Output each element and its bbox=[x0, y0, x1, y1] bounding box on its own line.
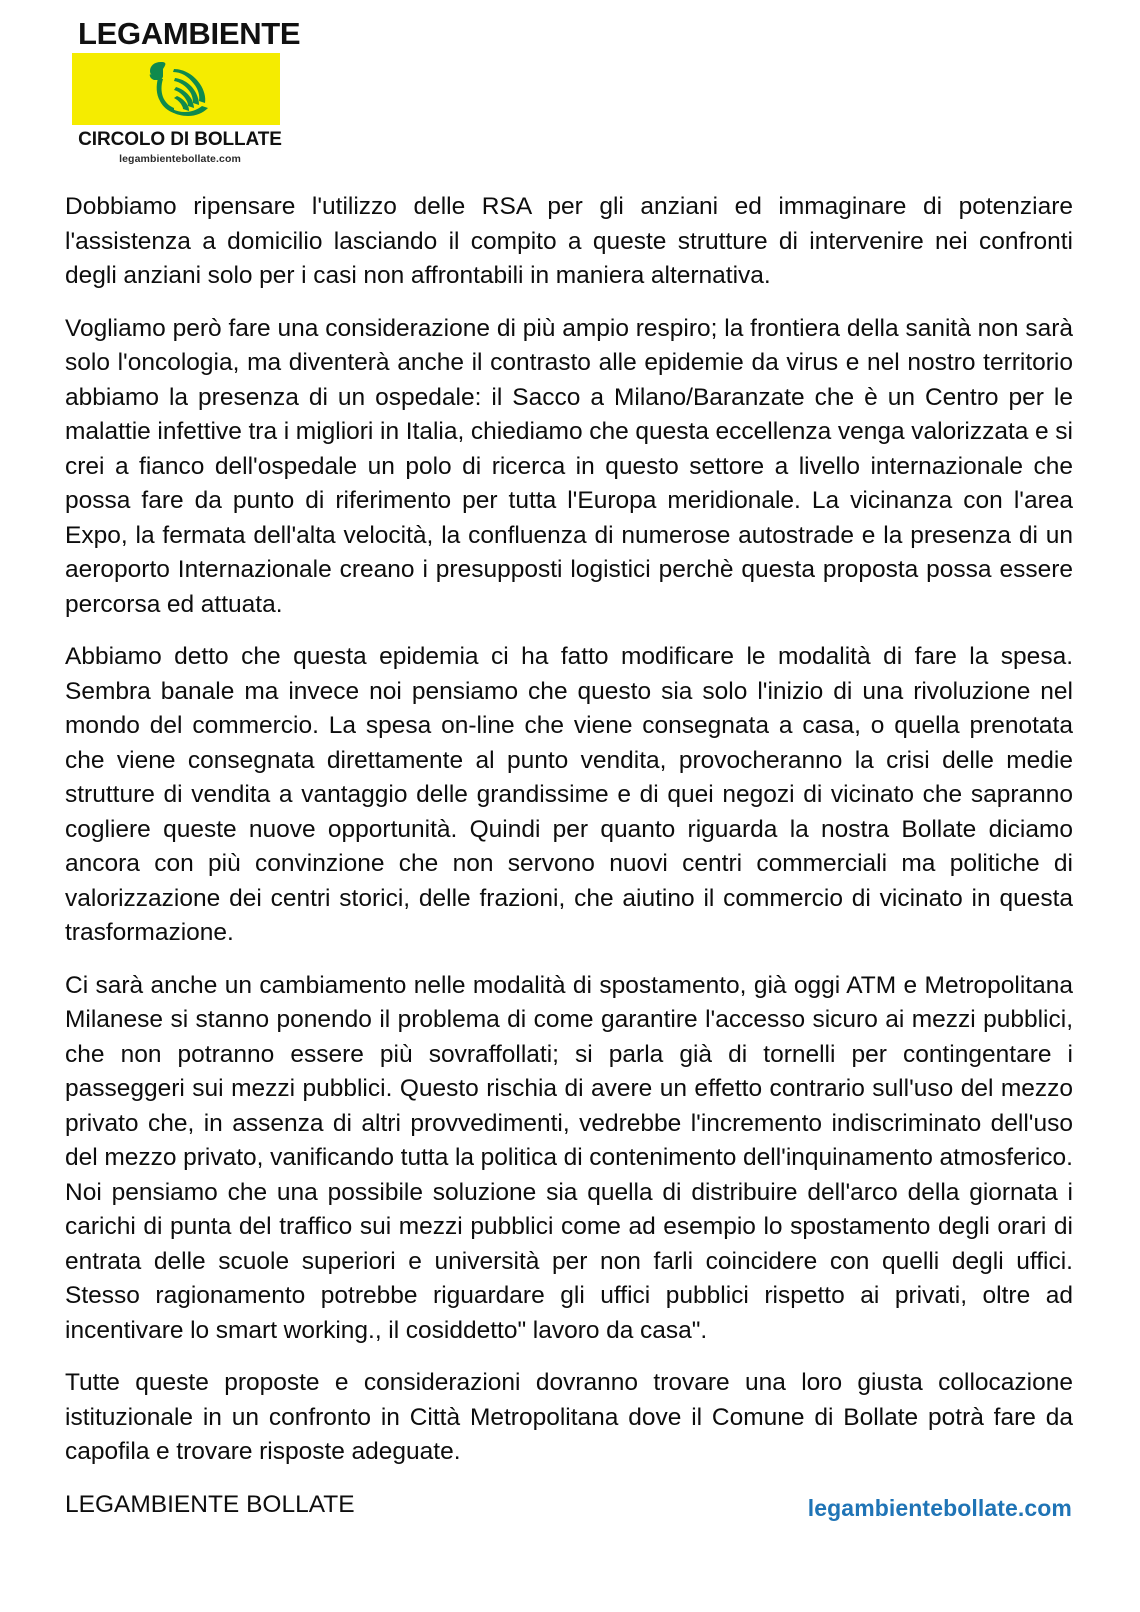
logo-badge bbox=[72, 53, 280, 125]
document-body bbox=[65, 190, 1073, 1522]
letterhead bbox=[72, 16, 301, 165]
paragraph: Ci sarà anche un cambiamento nelle modalità di spostamento, già oggi ATM e Metropolitana Milanese si stanno ponendo il problema di come garantire l'accesso sicuro ai mezzi pubblici, che non potranno essere più sovraffollati; si parla già di tornelli per contingentare i passeggeri sui mezzi pubblici. Questo rischia di avere un effetto contrario sull'uso del mezzo privato che, in assenza di altri provvedimenti, vedrebbe l'incremento indiscriminato dell'uso del mezzo privato, vanificando tutta la politica di contenimento dell'inquinamento atmosferico. Noi pensiamo che una possibile soluzione sia quella di distribuire dell'arco della giornata i carichi di punta del traffico sui mezzi pubblici come ad esempio lo spostamento degli orari di entrata delle scuole superiori e università per non farli coincidere con quelli degli uffici. Stesso ragionamento potrebbe riguardare gli uffici pubblici rispetto ai privati, oltre ad incentivare lo smart working., il cosiddetto" lavoro da casa". bbox=[65, 971, 1073, 1344]
chapter-name: CIRCOLO DI BOLLATE bbox=[78, 129, 282, 150]
letterhead-website: legambientebollate.com bbox=[119, 153, 241, 165]
brand-wordmark: LEGAMBIENTE bbox=[78, 16, 301, 51]
paragraph: Tutte queste proposte e considerazioni dovranno trovare una loro giusta collocazione istituzionale in un confronto in Città Metropolitana dove il Comune di Bollate potrà fare da capofila e trovare risposte adeguate. bbox=[65, 1369, 1073, 1465]
paragraph: Dobbiamo ripensare l'utilizzo delle RSA per gli anziani ed immaginare di potenziare l'assistenza a domicilio lasciando il compito a queste strutture di intervenire nei confronti degli anziani solo per i casi non affrontabili in maniera alternativa. bbox=[65, 193, 1073, 289]
footer-website-link[interactable]: legambientebollate.com bbox=[807, 1495, 1072, 1521]
document-footer bbox=[0, 1495, 1140, 1522]
paragraph: Vogliamo però fare una considerazione di più ampio respiro; la frontiera della sanità non sarà solo l'oncologia, ma diventerà anche il contrasto alle epidemie da virus e nel nostro territorio abbiamo la presenza di un ospedale: il Sacco a Milano/Baranzate che è un Centro per le malattie infettive tra i migliori in Italia, chiediamo che questa eccellenza venga valorizzata e si crei a fianco dell'ospedale un polo di ricerca in questo settore a livello internazionale che possa fare da punto di riferimento per tutta l'Europa meridionale. La vicinanza con l'area Expo, la fermata dell'alta velocità, la confluenza di numerose autostrade e la presenza di un aeroporto Internazionale creano i presupposti logistici perchè questa proposta possa essere percorsa ed attuata. bbox=[65, 314, 1073, 618]
swan-icon bbox=[130, 56, 222, 122]
signature-line: LEGAMBIENTE BOLLATE bbox=[65, 1490, 355, 1518]
paragraph: Abbiamo detto che questa epidemia ci ha fatto modificare le modalità di fare la spesa. Sembra banale ma invece noi pensiamo che questo sia solo l'inizio di una rivoluzione nel mondo del commercio. La spesa on-line che viene consegnata a casa, o quella prenotata che viene consegnata direttamente al punto vendita, provocheranno la crisi delle medie strutture di vendita a vantaggio delle grandissime e di quei negozi di vicinato che sapranno cogliere queste nuove opportunità. Quindi per quanto riguarda la nostra Bollate diciamo ancora con più convinzione che non servono nuovi centri commerciali ma politiche di valorizzazione dei centri storici, delle frazioni, che aiutino il commercio di vicinato in questa trasformazione. bbox=[65, 643, 1073, 946]
